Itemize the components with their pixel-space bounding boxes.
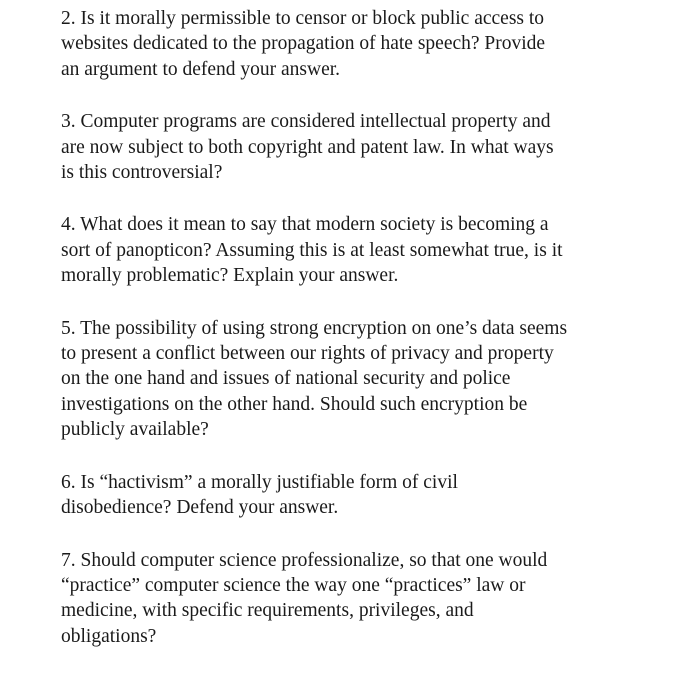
question-line: publicly available? [61,419,209,441]
question-6 [61,470,691,521]
question-line: 3. Computer programs are considered intellectual property and [61,111,551,133]
question-5 [61,316,691,443]
question-line: medicine, with specific requirements, privileges, and [61,600,474,622]
question-list [61,6,691,676]
question-line: websites dedicated to the propagation of hate speech? Provide [61,33,546,55]
question-line: obligations? [61,625,157,647]
question-4 [61,212,691,288]
question-line: “practice” computer science the way one “practices” law or [61,574,526,596]
question-line: 5. The possibility of using strong encryption on one’s data seems [61,317,568,339]
question-line: an argument to defend your answer. [61,58,341,80]
question-line: disobedience? Defend your answer. [61,497,339,519]
question-7 [61,548,691,650]
question-line: sort of panopticon? Assuming this is at least somewhat true, is it [61,239,563,261]
question-2 [61,6,691,82]
question-line: on the one hand and issues of national security and police [61,368,511,390]
question-line: morally problematic? Explain your answer. [61,265,399,287]
question-line: 6. Is “hactivism” a morally justifiable form of civil [61,471,458,493]
question-line: investigations on the other hand. Should such encryption be [61,393,528,415]
question-3 [61,109,691,185]
question-line: 7. Should computer science professionalize, so that one would [61,549,548,571]
question-line: is this controversial? [61,162,223,184]
question-line: 2. Is it morally permissible to censor or block public access to [61,8,545,29]
question-line: are now subject to both copyright and patent law. In what ways [61,136,554,158]
question-line: to present a conflict between our rights of privacy and property [61,343,554,365]
question-line: 4. What does it mean to say that modern society is becoming a [61,214,549,236]
